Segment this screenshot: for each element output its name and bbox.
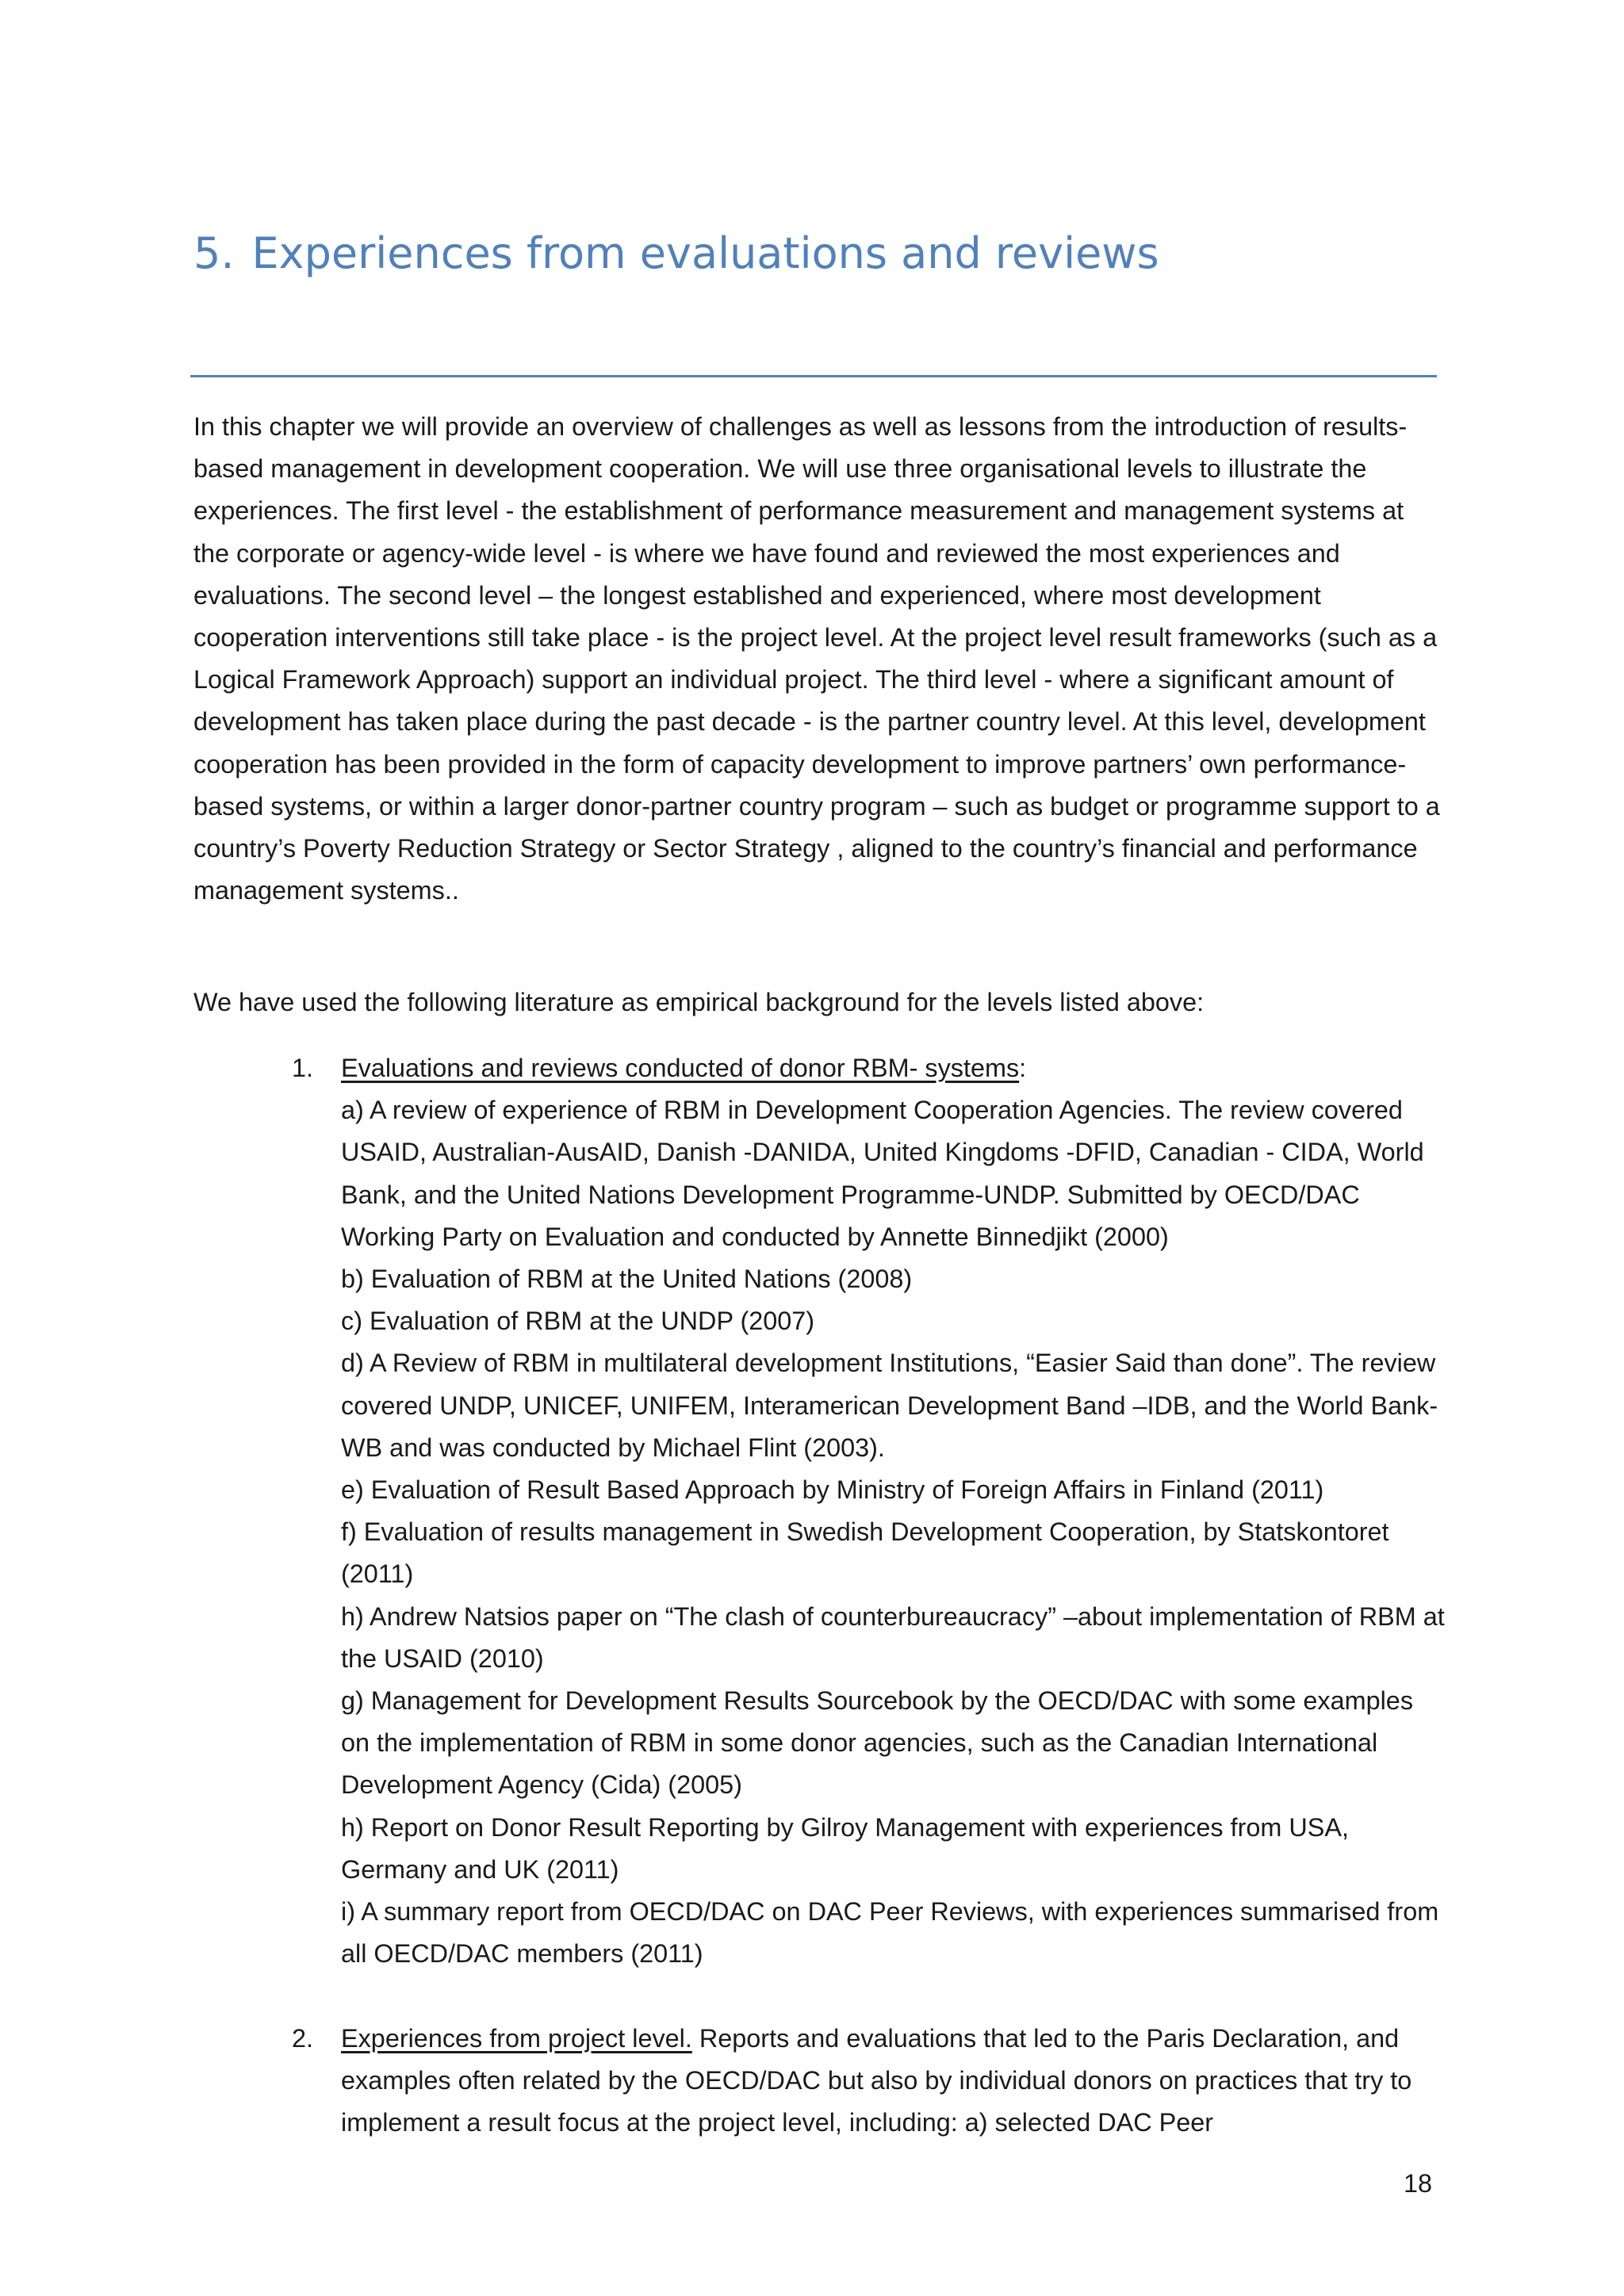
literature-intro-paragraph: We have used the following literature as empirical background for the levels listed above: [193,988,1205,1016]
literature-list-1 [193,1047,1446,1975]
list-item [193,1047,1446,1975]
list-marker: 1. [292,1054,314,1082]
list-subitem: a) A review of experience of RBM in Development Cooperation Agencies. The review covered USAID, Australian-AusAID, Danish -DANIDA, United Kingdoms -DFID, Canadian - CIDA, World Bank, and the United Nations Development Programme-UNDP. Submitted by OECD/DAC Working Party on Evaluation and conducted by Annette Binnedjikt (2000) [341,1096,1424,1251]
list-subitem: c) Evaluation of RBM at the UNDP (2007) [341,1307,815,1336]
intro-paragraph: In this chapter we will provide an overview of challenges as well as lessons from the introduction of results-based management in development cooperation. We will use three organisational levels to illustrate the experiences. The first level - the establishment of performance measurement and management systems at the corporate or agency-wide level - is where we have found and reviewed the most experiences and evaluations. The second level – the longest established and experienced, where most development cooperation interventions still take place - is the project level. At the project level result frameworks (such as a Logical Framework Approach) support an individual project. The third level - where a significant amount of development has taken place during the past decade - is the partner country level. At this level, development cooperation has been provided in the form of capacity development to improve partners’ own performance-based systems, or within a larger donor-partner country program – such as budget or programme support to a country’s Poverty Reduction Strategy or Sector Strategy , aligned to the country’s financial and performance management systems.. [193,412,1440,905]
list-subitem: h) Andrew Natsios paper on “The clash of counterbureaucracy” –about implementation of RBM at the USAID (2010) [341,1601,1445,1673]
list-subitem: e) Evaluation of Result Based Approach by Ministry of Foreign Affairs in Finland (2011) [341,1475,1324,1505]
list-subitem: d) A Review of RBM in multilateral development Institutions, “Easier Said than done”. The review covered UNDP, UNICEF, UNIFEM, Interamerican Development Band –IDB, and the World Bank- WB and was conducted by Michael Flint (2003). [341,1349,1438,1462]
list-subitem: b) Evaluation of RBM at the United Nations (2008) [341,1265,913,1294]
list-subitem: i) A summary report from OECD/DAC on DAC Peer Reviews, with experiences summarised from all OECD/DAC members (2011) [341,1897,1439,1969]
heading-divider [190,375,1437,377]
chapter-number: 5. [193,228,235,278]
page-number: 18 [1403,2169,1432,2198]
list-subitem: f) Evaluation of results management in Swedish Development Cooperation, by Statskontoret (2011) [341,1517,1389,1589]
chapter-heading [193,230,1159,277]
list-item [193,2018,1446,2145]
list-item-text: Reports and evaluations that led to the Paris Declaration, and examples often related by the OECD/DAC but also by individual donors on practices that try to implement a result focus at the project level, including: a) selected DAC Peer [341,2024,1412,2137]
list-item-heading: Experiences from project level. [341,2024,692,2053]
list-marker: 2. [292,2024,314,2053]
chapter-title: Experiences from evaluations and reviews [251,228,1159,278]
literature-list-2 [193,2018,1446,2145]
list-item-heading: Evaluations and reviews conducted of donor RBM- systems [341,1054,1020,1082]
list-item-heading-suffix: : [1019,1054,1027,1082]
list-subitem: g) Management for Development Results Sourcebook by the OECD/DAC with some examples on the implementation of RBM in some donor agencies, such as the Canadian International Development Agency (Cida) (2005) [341,1686,1414,1800]
list-subitem: h) Report on Donor Result Reporting by Gilroy Management with experiences from USA, Germany and UK (2011) [341,1812,1350,1884]
